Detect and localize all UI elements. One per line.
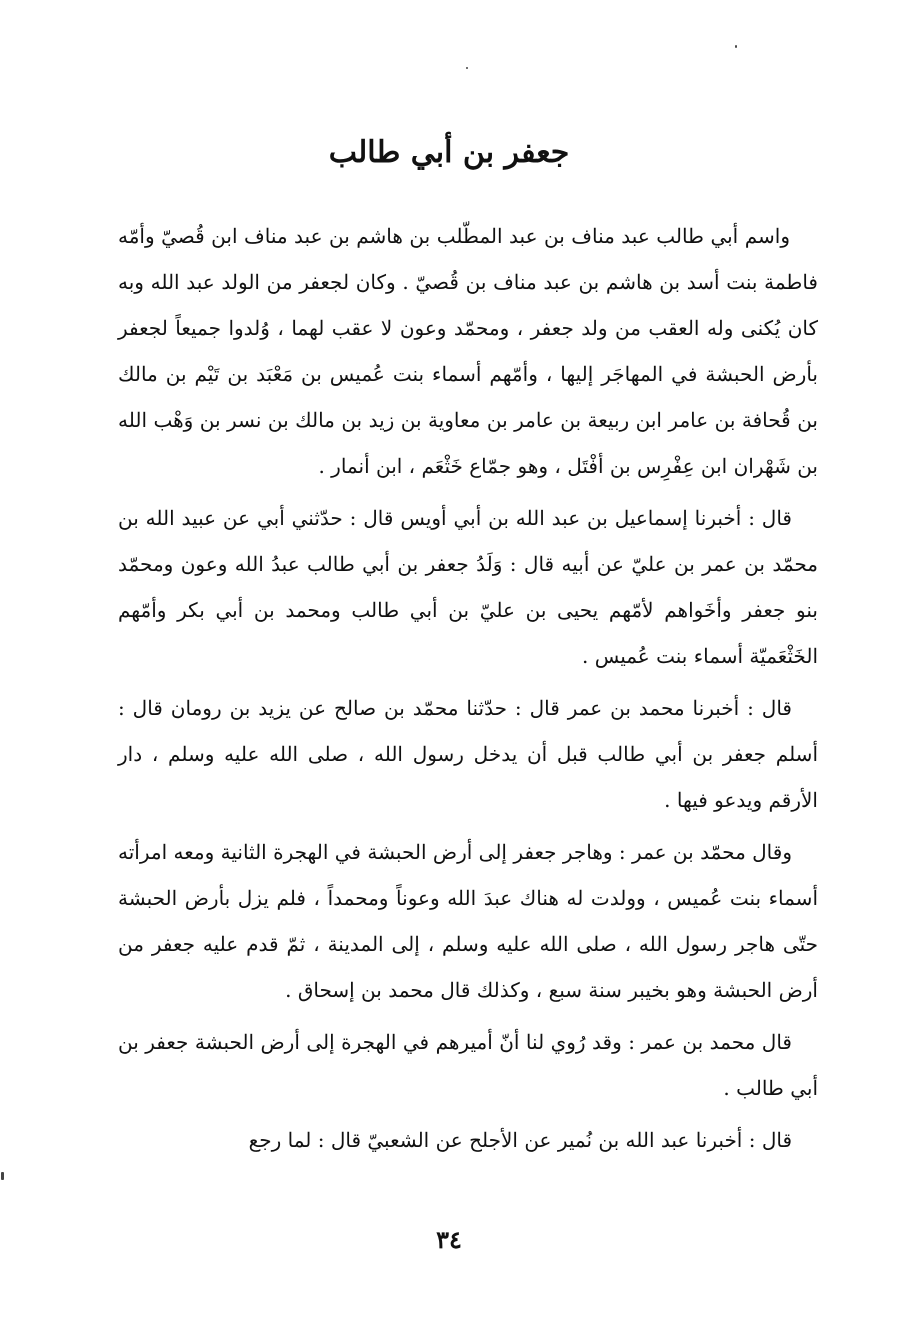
body-text bbox=[118, 213, 818, 1169]
paragraph: واسم أبي طالب عبد مناف بن عبد المطّلب بن هاشم بن عبد مناف ابن قُصيّ وأمّه فاطمة بنت أسد بن هاشم بن عبد مناف بن قُصيّ . وكان لجعفر من الولد عبد الله وبه كان يُكنى وله العقب من ولد جعفر ، ومحمّد وعون لا عقب لهما ، وُلدوا جميعاً لجعفر بأرض الحبشة في المهاجَر إليها ، وأمّهم أسماء بنت عُميس بن مَعْبَد بن تَيْم بن مالك بن قُحافة بن عامر ابن ربيعة بن عامر بن معاوية بن زيد بن مالك بن نسر بن وَهْب الله بن شَهْران ابن عِفْرِس بن أفْتَل ، وهو جمّاع خَثْعَم ، ابن أنمار . bbox=[118, 224, 818, 478]
scan-speck bbox=[735, 45, 737, 48]
scan-speck bbox=[1, 1172, 4, 1180]
scan-speck bbox=[466, 67, 468, 69]
paragraph: قال : أخبرنا إسماعيل بن عبد الله بن أبي أويس قال : حدّثني أبي عن عبيد الله بن محمّد بن عمر بن عليّ عن أبيه قال : وَلَدُ جعفر بن أبي طالب عبدُ الله وعون ومحمّد بنو جعفر وأخَواهم لأمّهم يحيى بن عليّ بن أبي طالب ومحمد بن أبي بكر وأمّهم الخَثْعَميّة أسماء بنت عُميس . bbox=[118, 506, 818, 668]
page-title: جعفر بن أبي طالب bbox=[328, 135, 570, 170]
paragraph: قال محمد بن عمر : وقد رُوي لنا أنّ أميرهم في الهجرة إلى أرض الحبشة جعفر بن أبي طالب . bbox=[118, 1030, 818, 1100]
paragraph: وقال محمّد بن عمر : وهاجر جعفر إلى أرض الحبشة في الهجرة الثانية ومعه امرأته أسماء بنت عُميس ، وولدت له هناك عبدَ الله وعوناً ومحمداً ، فلم يزل بأرض الحبشة حتّى هاجر رسول الله ، صلى الله عليه وسلم ، إلى المدينة ، ثمّ قدم عليه جعفر من أرض الحبشة وهو بخيبر سنة سبع ، وكذلك قال محمد بن إسحاق . bbox=[118, 840, 818, 1002]
page-number: ٣٤ bbox=[436, 1225, 462, 1254]
paragraph: قال : أخبرنا محمد بن عمر قال : حدّثنا محمّد بن صالح عن يزيد بن رومان قال : أسلم جعفر بن أبي طالب قبل أن يدخل رسول الله ، صلى الله عليه وسلم ، دار الأرقم ويدعو فيها . bbox=[118, 696, 818, 812]
paragraph: قال : أخبرنا عبد الله بن نُمير عن الأجلح عن الشعبيّ قال : لما رجع bbox=[248, 1128, 792, 1152]
